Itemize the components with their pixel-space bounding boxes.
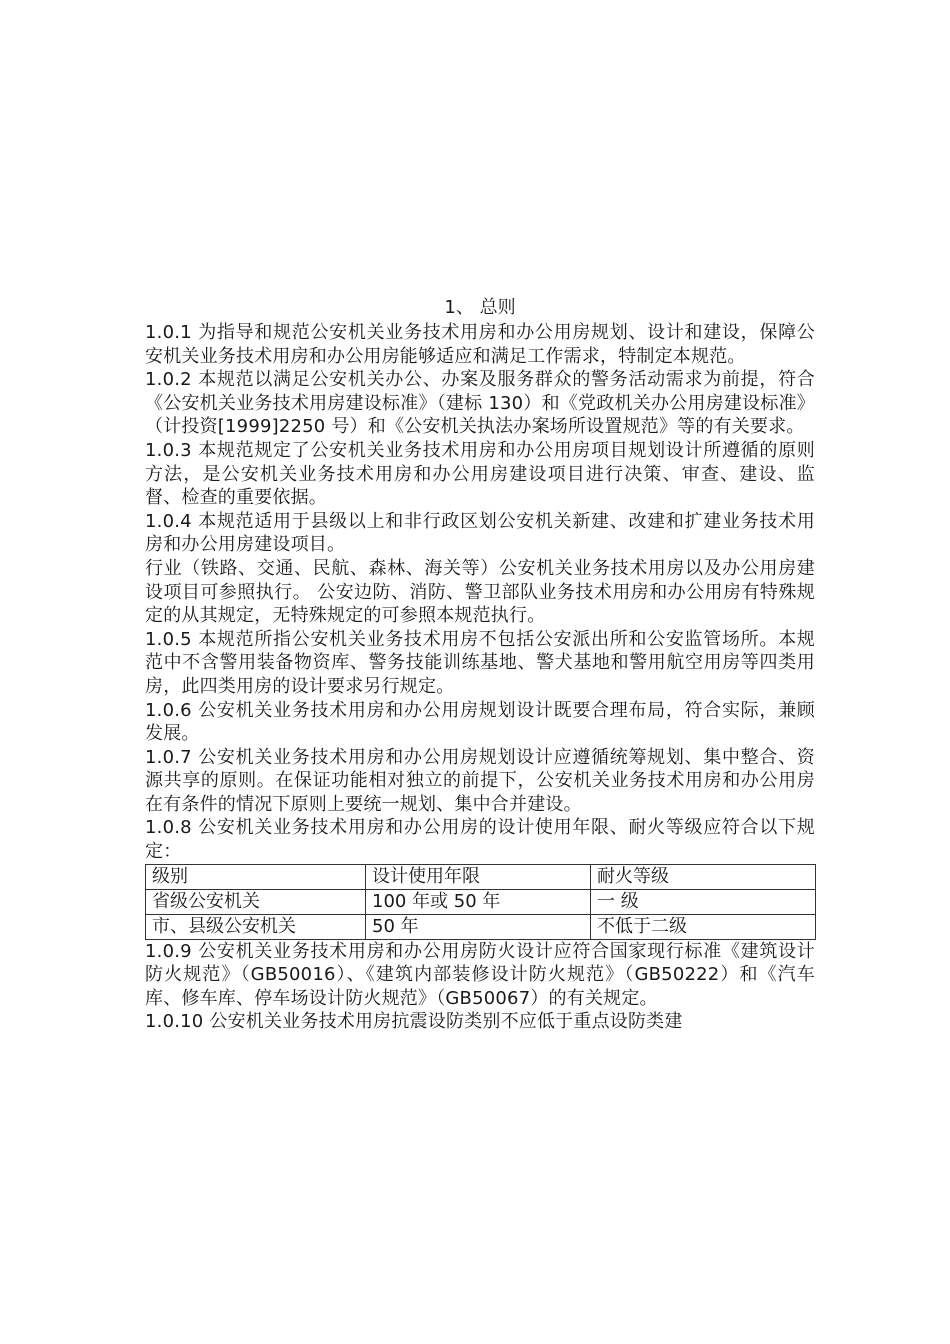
table-row xyxy=(146,889,816,914)
table-cell: 不低于二级 xyxy=(591,914,816,939)
table-row xyxy=(146,914,816,939)
paragraph-1-0-1: 1.0.1 为指导和规范公安机关业务技术用房和办公用房规划、设计和建设，保障公安机关业务技术用房和办公用房能够适应和满足工作需求，特制定本规范。 xyxy=(145,322,815,367)
paragraph-1-0-8: 1.0.8 公安机关业务技术用房和办公用房的设计使用年限、耐火等级应符合以下规定： xyxy=(145,817,815,863)
document-body xyxy=(145,295,815,1034)
table-cell: 一 级 xyxy=(591,889,816,914)
table-cell: 50 年 xyxy=(366,914,591,939)
paragraph-1-0-9: 1.0.9 公安机关业务技术用房和办公用房防火设计应符合国家现行标准《建筑设计防火规范》（GB50016）、《建筑内部装修设计防火规范》（GB50222）和《汽车库、修车库、停车场设计防火规范》（GB50067）的有关规定。 xyxy=(145,940,815,1009)
paragraph-1-0-5: 1.0.5 本规范所指公安机关业务技术用房不包括公安派出所和公安监管场所。本规范中不含警用装备物资库、警务技能训练基地、警犬基地和警用航空用房等四类用房，此四类用房的设计要求另行规定。 xyxy=(145,628,815,697)
paragraph-1-0-2: 1.0.2 本规范以满足公安机关办公、办案及服务群众的警务活动需求为前提，符合《公安机关业务技术用房建设标准》（建标 130）和《党政机关办公用房建设标准》（计投资[1999]2250 号）和《公安机关执法办案场所设置规范》等的有关要求。 xyxy=(145,369,815,438)
paragraph-1-0-7: 1.0.7 公安机关业务技术用房和办公用房规划设计应遵循统筹规划、集中整合、资源共享的原则。在保证功能相对独立的前提下，公安机关业务技术用房和办公用房在有条件的情况下原则上要统一规划、集中合并建设。 xyxy=(145,746,815,815)
table-cell: 100 年或 50 年 xyxy=(366,889,591,914)
paragraph-1-0-6: 1.0.6 公安机关业务技术用房和办公用房规划设计既要合理布局，符合实际，兼顾发展。 xyxy=(145,699,815,745)
table-cell: 省级公安机关 xyxy=(146,889,366,914)
grade-table xyxy=(145,864,816,940)
paragraph-1-0-10: 1.0.10 公安机关业务技术用房抗震设防类别不应低于重点设防类建 xyxy=(145,1011,683,1033)
paragraph-1-0-3: 1.0.3 本规范规定了公安机关业务技术用房和办公用房项目规划设计所遵循的原则方法，是公安机关业务技术用房和办公用房建设项目进行决策、审查、建设、监督、检查的重要依据。 xyxy=(145,439,815,509)
table-header-cell: 级别 xyxy=(146,864,366,889)
paragraph-industry-scope: 行业（铁路、交通、民航、森林、海关等）公安机关业务技术用房以及办公用房建设项目可参照执行。 公安边防、消防、警卫部队业务技术用房和办公用房有特殊规定的从其规定，无特殊规定的可参照本规范执行。 xyxy=(145,557,815,627)
table-header-row xyxy=(146,864,816,889)
table-header-cell: 设计使用年限 xyxy=(366,864,591,889)
table-cell: 市、县级公安机关 xyxy=(146,914,366,939)
section-heading: 1、 总则 xyxy=(444,297,516,318)
table-header-cell: 耐火等级 xyxy=(591,864,816,889)
paragraph-1-0-4: 1.0.4 本规范适用于县级以上和非行政区划公安机关新建、改建和扩建业务技术用房和办公用房建设项目。 xyxy=(145,510,815,556)
